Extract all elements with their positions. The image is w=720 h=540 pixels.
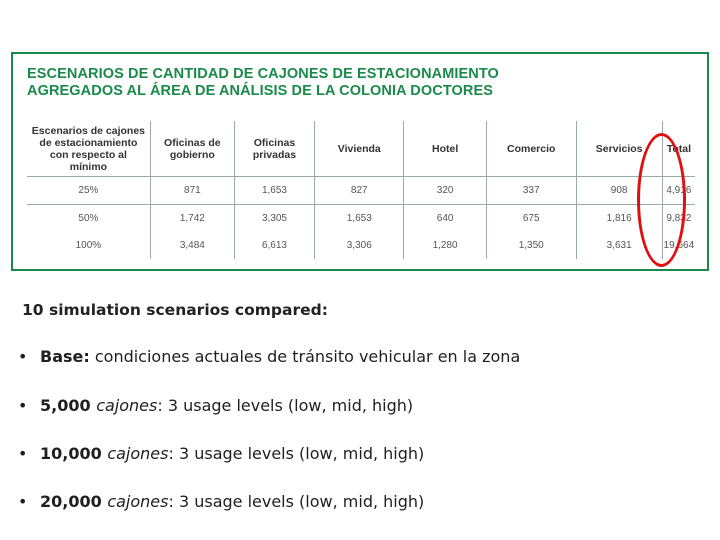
cell-housing: 827 [315,177,404,205]
bullet-dot: • [18,396,28,415]
header-gov-offices: Oficinas de gobierno [150,121,234,177]
cell-total: 9,832 [666,213,692,224]
parking-scenarios-figure [11,52,709,271]
cell-commerce: 1,350 [486,232,576,259]
table-row [27,205,695,233]
cell-housing: 3,306 [315,232,404,259]
bullet-dot: • [18,444,28,463]
bullet-rest: : 3 usage levels (low, mid, high) [157,396,414,415]
cell-scenario: 50% [27,205,150,233]
bullet-rest: : 3 usage levels (low, mid, high) [168,492,425,511]
cell-hotel: 1,280 [404,232,486,259]
bullet-em: cajones [107,444,169,463]
header-housing: Vivienda [315,121,404,177]
cell-commerce: 337 [486,177,576,205]
bullet-item-20000 [18,492,424,511]
total-column-highlight-circle [637,133,686,267]
bullet-item-5000 [18,396,413,415]
cell-services: 3,631 [576,232,662,259]
bullet-rest: condiciones actuales de tránsito vehicular en la zona [89,347,521,366]
bullet-dot: • [18,347,28,366]
cell-hotel: 640 [404,205,486,233]
cell-gov-offices: 1,742 [150,205,234,233]
bullet-rest: : 3 usage levels (low, mid, high) [168,444,425,463]
bullet-strong: Base: [40,347,90,366]
header-services: Servicios [576,121,662,177]
cell-services: 1,816 [576,205,662,233]
cell-scenario: 25% [27,177,150,205]
table-header-row [27,121,695,177]
bullet-item-10000 [18,444,424,463]
bullet-item-base [18,347,520,366]
bullet-dot: • [18,492,28,511]
bullet-em: cajones [96,396,158,415]
cell-hotel: 320 [404,177,486,205]
cell-services: 908 [576,177,662,205]
header-scenarios: Escenarios de cajones de estacionamiento con respecto al mínimo [27,121,150,177]
cell-gov-offices: 871 [150,177,234,205]
header-private-offices: Oficinas privadas [234,121,314,177]
cell-private-offices: 3,305 [234,205,314,233]
cell-scenario: 100% [27,232,150,259]
cell-housing: 1,653 [315,205,404,233]
bullet-strong: 10,000 [40,444,108,463]
slide-heading: 10 simulation scenarios compared: [22,301,328,319]
scenarios-table [27,121,695,259]
cell-total: 19,664 [663,240,695,251]
table-row [27,232,695,259]
bullet-strong: 20,000 [40,492,108,511]
cell-commerce: 675 [486,205,576,233]
header-total: Total [662,121,695,177]
figure-title-line-1: ESCENARIOS DE CANTIDAD DE CAJONES DE ESTACIONAMIENTO [27,66,499,82]
cell-private-offices: 6,613 [234,232,314,259]
header-commerce: Comercio [486,121,576,177]
table-row [27,177,695,205]
cell-gov-offices: 3,484 [150,232,234,259]
bullet-em: cajones [107,492,169,511]
cell-private-offices: 1,653 [234,177,314,205]
bullet-strong: 5,000 [40,396,97,415]
header-hotel: Hotel [404,121,486,177]
figure-title [27,66,499,100]
cell-total: 4,916 [662,177,695,205]
figure-title-line-2: AGREGADOS AL ÁREA DE ANÁLISIS DE LA COLONIA DOCTORES [27,83,494,99]
